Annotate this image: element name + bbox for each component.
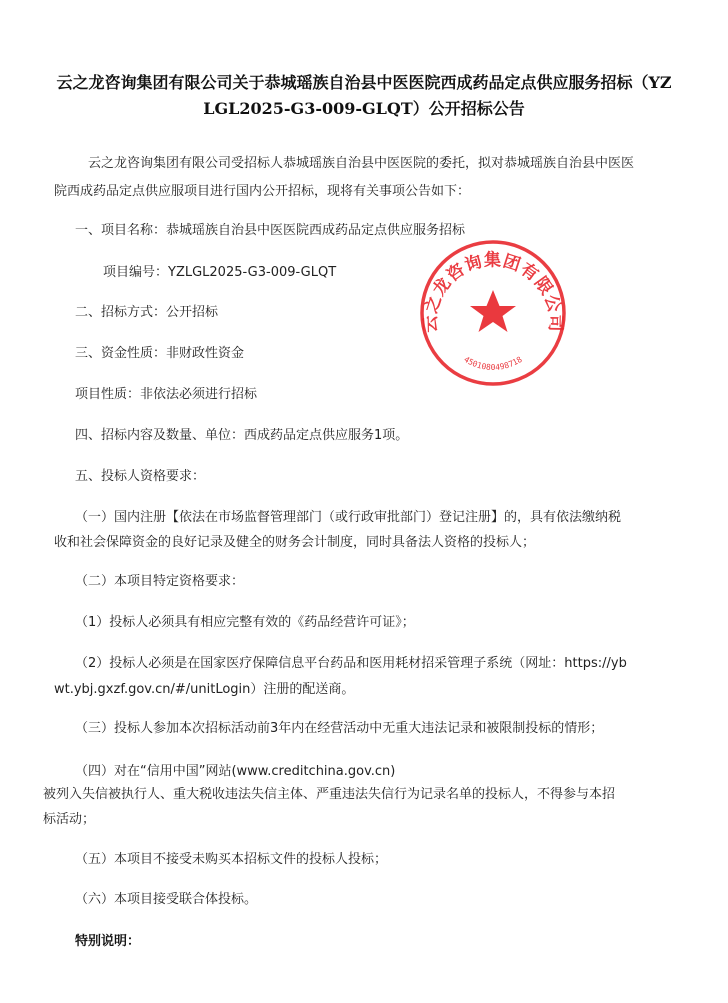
requirement-2-1: （1）投标人必须具有相应完整有效的《药品经营许可证》； bbox=[75, 615, 415, 630]
intro-line-2: 院西成药品定点供应服项目进行国内公开招标，现将有关事项公告如下： bbox=[54, 184, 471, 199]
tender-content: 四、招标内容及数量、单位：西成药品定点供应服务1项。 bbox=[75, 428, 409, 443]
requirement-4-line-1: （四）对在“信用中国”网站(www.creditchina.gov.cn) bbox=[75, 764, 396, 779]
requirement-2-heading: （二）本项目特定资格要求： bbox=[75, 574, 245, 589]
special-note-heading: 特别说明： bbox=[75, 934, 141, 949]
project-nature: 项目性质：非依法必须进行招标 bbox=[75, 387, 258, 402]
requirement-5: （五）本项目不接受未购买本招标文件的投标人投标； bbox=[75, 852, 388, 867]
requirement-2-2-line-1: （2）投标人必须是在国家医疗保障信息平台药品和医用耗材招采管理子系统（网址：https://yb bbox=[75, 656, 627, 671]
company-seal bbox=[418, 238, 568, 388]
requirement-4-line-2: 被列入失信被执行人、重大税收违法失信主体、严重违法失信行为记录名单的投标人，不得参与本招 bbox=[43, 787, 616, 802]
announcement-title bbox=[40, 70, 688, 122]
requirement-4-line-3: 标活动； bbox=[43, 812, 96, 827]
title-line-1: 云之龙咨询集团有限公司关于恭城瑶族自治县中医医院西成药品定点供应服务招标（YZ bbox=[56, 73, 672, 92]
requirement-3: （三）投标人参加本次招标活动前3年内在经营活动中无重大违法记录和被限制投标的情形； bbox=[75, 721, 604, 736]
requirement-6: （六）本项目接受联合体投标。 bbox=[75, 892, 258, 907]
seal-star-icon bbox=[470, 290, 516, 332]
intro-line-1: 云之龙咨询集团有限公司受招标人恭城瑶族自治县中医医院的委托，拟对恭城瑶族自治县中医医 bbox=[88, 156, 635, 171]
qualification-heading: 五、投标人资格要求： bbox=[75, 469, 206, 484]
tender-method: 二、招标方式：公开招标 bbox=[75, 305, 219, 320]
seal-company-text: 云之龙咨询集团有限公司 bbox=[420, 250, 566, 333]
fund-nature: 三、资金性质：非财政性资金 bbox=[75, 346, 245, 361]
requirement-2-2-line-2: wt.ybj.gxzf.gov.cn/#/unitLogin）注册的配送商。 bbox=[54, 682, 355, 697]
project-code: 项目编号：YZLGL2025-G3-009-GLQT bbox=[103, 265, 337, 280]
project-name: 一、项目名称：恭城瑶族自治县中医医院西成药品定点供应服务招标 bbox=[75, 223, 466, 238]
requirement-1-line-2: 收和社会保障资金的良好记录及健全的财务会计制度，同时具备法人资格的投标人； bbox=[54, 535, 536, 550]
seal-number-text: 4501080498718 bbox=[462, 354, 524, 373]
requirement-1-line-1: （一）国内注册【依法在市场监督管理部门（或行政审批部门）登记注册】的，具有依法缴纳税 bbox=[75, 510, 622, 525]
title-line-2: LGL2025-G3-009-GLQT）公开招标公告 bbox=[203, 99, 525, 118]
